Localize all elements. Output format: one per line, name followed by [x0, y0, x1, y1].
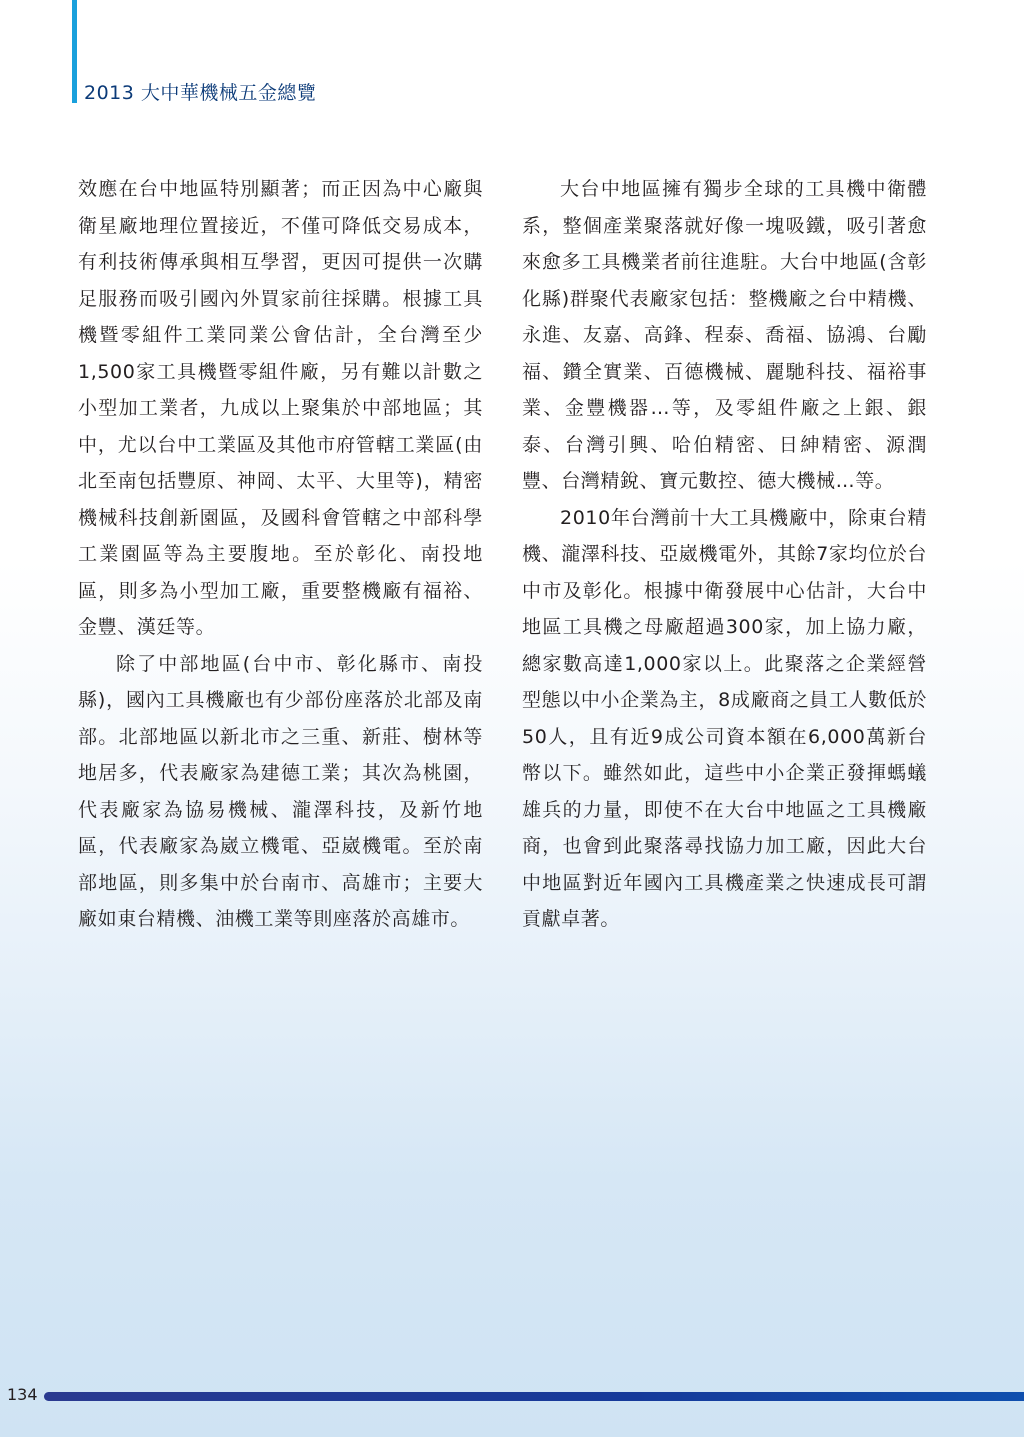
page-header-title: 2013 大中華機械五金總覽 [84, 82, 317, 104]
right-text-column [522, 171, 927, 938]
page-number: 134 [7, 1385, 38, 1404]
left-paragraph-1: 效應在台中地區特別顯著；而正因為中心廠與衛星廠地理位置接近，不僅可降低交易成本，有利技術傳承與相互學習，更因可提供一次購足服務而吸引國內外買家前往採購。根據工具機暨零組件工業同業公會估計，全台灣至少1,500家工具機暨零組件廠，另有難以計數之小型加工業者，九成以上聚集於中部地區；其中，尤以台中工業區及其他市府管轄工業區(由北至南包括豐原、神岡、太平、大里等)，精密機械科技創新園區，及國科會管轄之中部科學工業園區等為主要腹地。至於彰化、南投地區，則多為小型加工廠，重要整機廠有福裕、金豐、漢廷等。 [78, 178, 483, 638]
left-paragraph-2: 除了中部地區(台中市、彰化縣市、南投縣)，國內工具機廠也有少部份座落於北部及南部。北部地區以新北市之三重、新莊、樹林等地居多，代表廠家為建德工業；其次為桃園，代表廠家為協易機械、瀧澤科技，及新竹地區，代表廠家為崴立機電、亞崴機電。至於南部地區，則多集中於台南市、高雄市；主要大廠如東台精機、油機工業等則座落於高雄市。 [78, 652, 483, 930]
header-accent-bar [72, 0, 77, 103]
right-paragraph-2: 2010年台灣前十大工具機廠中，除東台精機、瀧澤科技、亞崴機電外，其餘7家均位於台中市及彰化。根據中衛發展中心估計，大台中地區工具機之母廠超過300家，加上協力廠，總家數高達1,000家以上。此聚落之企業經營型態以中小企業為主，8成廠商之員工人數低於50人，且有近9成公司資本額在6,000萬新台幣以下。雖然如此，這些中小企業正發揮螞蟻雄兵的力量，即使不在大台中地區之工具機廠商，也會到此聚落尋找協力加工廠，因此大台中地區對近年國內工具機產業之快速成長可謂貢獻卓著。 [522, 506, 927, 930]
left-text-column [78, 171, 483, 938]
footer-rule [44, 1392, 1024, 1401]
right-paragraph-1: 大台中地區擁有獨步全球的工具機中衛體系，整個產業聚落就好像一塊吸鐵，吸引著愈來愈多工具機業者前往進駐。大台中地區(含彰化縣)群聚代表廠家包括：整機廠之台中精機、永進、友嘉、高鋒、程泰、喬福、協鴻、台勵福、鑽全實業、百德機械、麗馳科技、福裕事業、金豐機器…等，及零組件廠之上銀、銀泰、台灣引興、哈伯精密、日紳精密、源潤豐、台灣精銳、寶元數控、德大機械…等。 [522, 178, 927, 492]
